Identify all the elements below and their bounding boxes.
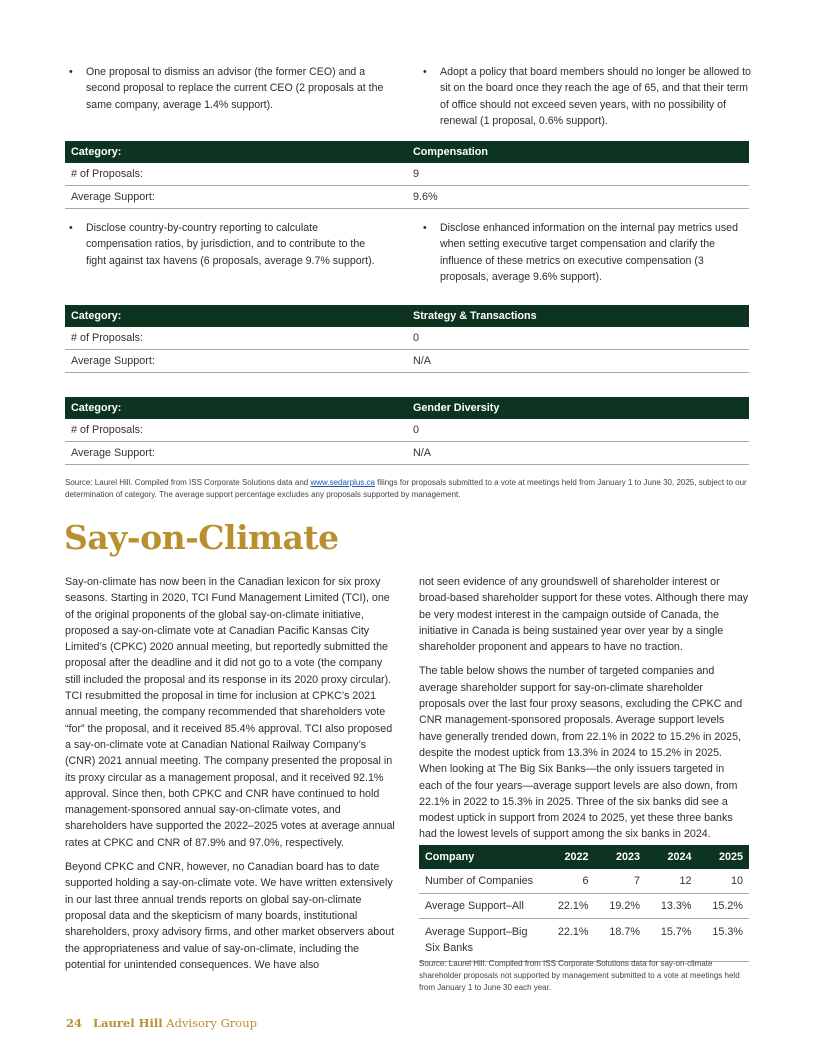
row-label: # of Proposals:	[71, 424, 144, 436]
row-label: Average Support:	[71, 447, 155, 459]
say-on-climate-table	[419, 845, 749, 962]
bullet-list-right	[420, 220, 742, 286]
page-number: 24	[66, 1016, 83, 1030]
header-label: Category:	[71, 146, 122, 158]
source-suffix: filings for proposals submitted to a vote at meetings held from January 1 to June 30, 2025, subject to our determination of category. The average support percentage excludes any proposals supported by management.	[65, 478, 747, 499]
row-label: # of Proposals:	[71, 332, 144, 344]
header-value: Strategy & Transactions	[413, 310, 537, 322]
table-header	[65, 397, 749, 419]
paragraph: The table below shows the number of targeted companies and average shareholder support for say-on-climate shareholder proposals over the last four proxy seasons, excluding the CPKC and CNR management-sponsored proposals. Average support levels have generally trended down, from 22.1% in 2022 to 15.2% in 2025, despite the modest uptick from 13.3% in 2024 to 15.2% in 2025. When looking at The Big Six Banks—the only issuers targeted in each of the four years—average support levels are also down, from 22.1% in 2022 to 15.3% in 2025. Three of the six banks did see a modest uptick in support from 2024 to 2025, yet these three banks had the lowest levels of support among the six banks in 2024.	[419, 665, 743, 841]
bullet-list-left	[66, 64, 396, 113]
header-label: Category:	[71, 310, 122, 322]
table-row	[65, 419, 749, 442]
table-header	[65, 305, 749, 327]
table-header	[419, 845, 749, 869]
table-cell: 13.3%	[646, 894, 698, 919]
header-value: Gender Diversity	[413, 402, 500, 414]
footer-brand-suffix: Advisory Group	[166, 1016, 257, 1030]
table-cell: 15.3%	[698, 919, 750, 962]
list-item: • Adopt a policy that board members should no longer be allowed to sit on the board once they reach the age of 65, and that their term of office should not exceed seven years, with no possibility of renewal (1 proposal, 0.6% support).	[420, 64, 752, 130]
table-source-note: Source: Laurel Hill. Compiled from ISS Corporate Solutions data for say-on-climate shareholder proposals not supported by management submitted to a vote at meetings held from January 1 to June 30 each year.	[419, 959, 740, 992]
table-row	[65, 442, 749, 465]
row-label: Average Support:	[71, 191, 155, 203]
row-label: # of Proposals:	[71, 168, 144, 180]
column-header: 2025	[698, 845, 750, 869]
right-column	[419, 574, 750, 843]
table-header	[65, 141, 749, 163]
row-value: 0	[413, 332, 420, 344]
table-row	[65, 350, 749, 373]
paragraph: Beyond CPKC and CNR, however, no Canadian board has to date supported holding a say-on-climate vote. We have written extensively in our last three annual trends reports on global say-on-climate proposal data and the skepticism of many boards, institutional shareholders, proxy advisory firms, and other market observers about the appropriateness and value of say-on-climate, including the potential for unintended consequences. We have also	[65, 861, 395, 971]
page-footer	[66, 1016, 257, 1030]
header-label: Category:	[71, 402, 122, 414]
row-value: 9.6%	[413, 191, 438, 203]
table-cell: Number of Companies	[419, 869, 543, 894]
row-value: N/A	[413, 447, 431, 459]
table-cell: 15.2%	[698, 894, 750, 919]
bullet-list-left	[66, 220, 384, 269]
header-value: Compensation	[413, 146, 488, 158]
table-cell: 7	[595, 869, 647, 894]
table-cell: 22.1%	[543, 919, 595, 962]
table-cell: 22.1%	[543, 894, 595, 919]
table-row	[419, 869, 749, 894]
table-cell: 10	[698, 869, 750, 894]
table-cell: Average Support–Big Six Banks	[419, 919, 543, 962]
column-header: 2022	[543, 845, 595, 869]
table-cell: 19.2%	[595, 894, 647, 919]
paragraph: not seen evidence of any groundswell of shareholder interest or broad-based shareholder support for these votes. Although there may be very modest interest in the campaign outside of Canada, the initiative in Canada is being sustained year over year by a single shareholder proponent and appears to have no traction.	[419, 576, 749, 654]
column-header: 2023	[595, 845, 647, 869]
table-row	[419, 894, 749, 919]
table-row	[65, 163, 749, 186]
column-header: Company	[419, 845, 543, 869]
gender-diversity-table	[65, 397, 749, 465]
row-label: Average Support:	[71, 355, 155, 367]
source-note	[65, 477, 751, 501]
table-cell: 18.7%	[595, 919, 647, 962]
row-value: 0	[413, 424, 420, 436]
table-row	[65, 186, 749, 209]
left-column	[65, 574, 396, 973]
table-row	[65, 327, 749, 350]
table-cell: 12	[646, 869, 698, 894]
row-value: N/A	[413, 355, 431, 367]
table-row	[419, 919, 749, 962]
row-value: 9	[413, 168, 420, 180]
strategy-table	[65, 305, 749, 373]
source-prefix: Source: Laurel Hill. Compiled from ISS Corporate Solutions data and	[65, 478, 311, 487]
table-cell: Average Support–All	[419, 894, 543, 919]
table-cell: 15.7%	[646, 919, 698, 962]
paragraph: Say-on-climate has now been in the Canadian lexicon for six proxy seasons. Starting in 2020, TCI Fund Management Limited (TCI), one of the original proponents of the global say-on-climate initiative, proposed a say-on-climate vote at Canadian Pacific Kansas City Limited’s (CPKC) 2020 annual meeting, but reportedly submitted the proposal after the deadline and it did not go to a vote (the company still included the proposal and its response in its 2020 proxy circular). TCI resubmitted the proposal in time for inclusion at CPKC’s 2021 annual meeting, the company recommended that shareholders vote “for” the proposal, and it received 85.4% approval. TCI also proposed a say-on-climate vote at Canadian National Railway Company’s (CNR) 2021 annual meeting. The company presented the proposal in its proxy circular as a management proposal, and it received 92.1% approval. Since then, both CPKC and CNR have continued to hold management-sponsored annual say-on-climate votes, and shareholders have supported the 2022–2025 votes at average annual rates at CPKC and CNR of 87.9% and 97.0%, respectively.	[65, 576, 395, 849]
table-cell: 6	[543, 869, 595, 894]
section-title: Say-on-Climate	[64, 518, 339, 557]
list-item: • Disclose enhanced information on the internal pay metrics used when setting executive target compensation and clarify the influence of these metrics on executive compensation (3 proposals, average 9.6% support).	[420, 220, 742, 286]
column-header: 2024	[646, 845, 698, 869]
sedarplus-link[interactable]: www.sedarplus.ca	[310, 478, 375, 487]
compensation-table	[65, 141, 749, 209]
bullet-list-right	[420, 64, 752, 130]
footer-brand: Laurel Hill	[92, 1016, 163, 1030]
list-item: • One proposal to dismiss an advisor (the former CEO) and a second proposal to replace the current CEO (2 proposals at the same company, average 1.4% support).	[66, 64, 396, 113]
list-item: • Disclose country-by-country reporting to calculate compensation ratios, by jurisdiction, and to contribute to the fight against tax havens (6 proposals, average 9.7% support).	[66, 220, 384, 269]
